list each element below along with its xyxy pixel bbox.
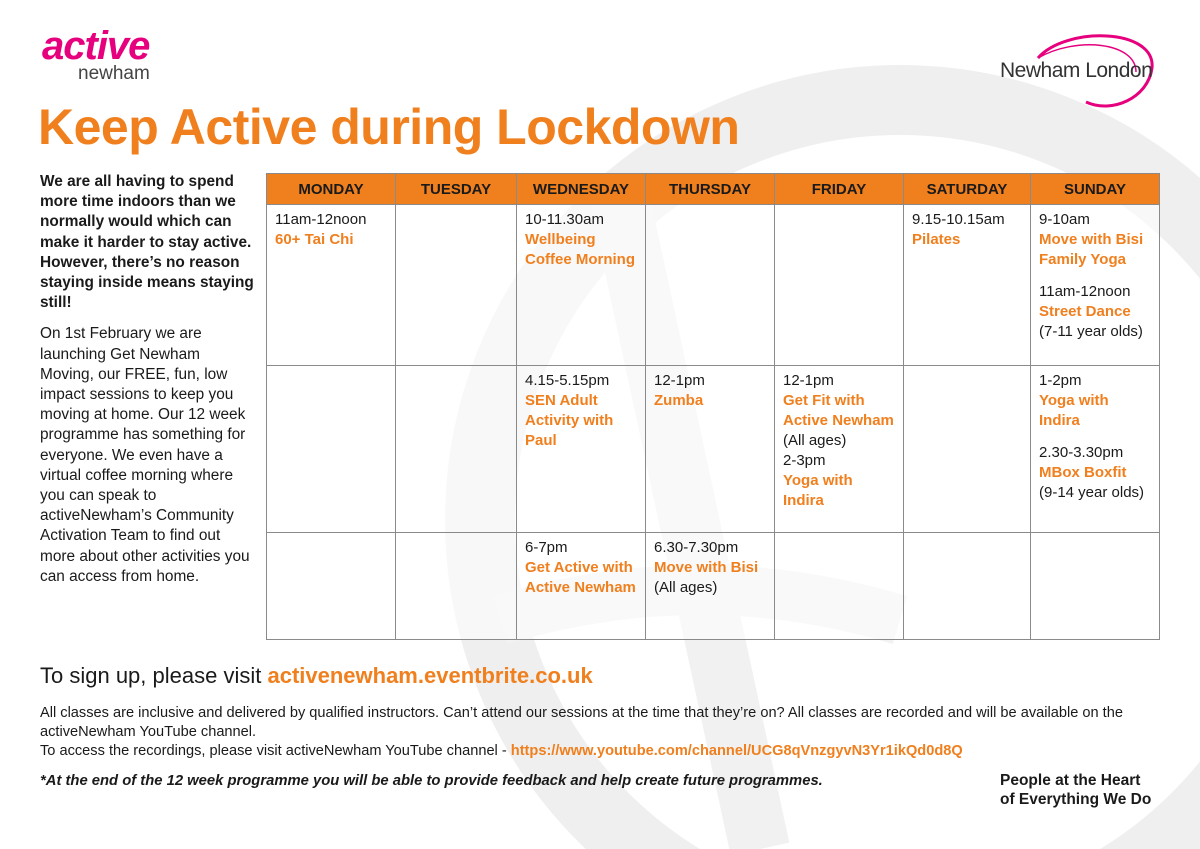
intro-paragraph-1: We are all having to spend more time indoors than we normally would which can make it harder to stay active. However, there’s no reason staying inside means staying still!	[40, 173, 254, 312]
active-logo-sub: newham	[78, 63, 150, 84]
cell-sat-1	[904, 205, 1031, 366]
cell-sun-2	[1031, 366, 1160, 533]
active-logo-word: active	[42, 24, 150, 68]
session-activity: Yoga with Indira	[783, 472, 853, 509]
session-time: 2-3pm	[783, 452, 826, 469]
session	[525, 538, 639, 598]
intro-text	[40, 172, 255, 598]
session	[1039, 282, 1153, 342]
youtube-link[interactable]: https://www.youtube.com/channel/UCG8qVnzgyvN3Yr1ikQd0d8Q	[510, 743, 963, 759]
timetable	[266, 173, 1160, 640]
session-note: (9-14 year olds)	[1039, 484, 1145, 501]
session	[912, 210, 1024, 250]
cell-fri-3	[775, 533, 904, 640]
session-activity: 60+ Tai Chi	[275, 231, 354, 248]
active-newham-logo	[42, 24, 150, 84]
session-time: 10-11.30am	[525, 211, 604, 228]
session-activity: Get Fit with Active Newham	[783, 392, 894, 429]
session-activity: MBox Boxfit	[1039, 464, 1127, 481]
table-row	[267, 205, 1160, 366]
header-sunday: SUNDAY	[1031, 174, 1160, 205]
session	[525, 371, 639, 451]
cell-mon-2	[267, 366, 396, 533]
session	[525, 210, 639, 270]
cell-mon-3	[267, 533, 396, 640]
newham-london-logo	[986, 32, 1176, 122]
session-activity: Move with Bisi Family Yoga	[1039, 231, 1144, 268]
info-line-2-prefix: To access the recordings, please visit activeNewham YouTube channel -	[40, 743, 511, 759]
timetable-header-row	[267, 174, 1160, 205]
session-activity: Move with Bisi	[654, 559, 759, 576]
cell-mon-1	[267, 205, 396, 366]
page-title: Keep Active during Lockdown	[38, 99, 740, 155]
info-line-2	[40, 742, 1170, 761]
header-tuesday: TUESDAY	[396, 174, 517, 205]
header-thursday: THURSDAY	[646, 174, 775, 205]
header-monday: MONDAY	[267, 174, 396, 205]
table-row	[267, 366, 1160, 533]
session	[654, 371, 768, 411]
session-time: 2.30-3.30pm	[1039, 444, 1124, 461]
strapline-line-1: People at the Heart	[1000, 772, 1141, 789]
cell-thu-1	[646, 205, 775, 366]
session-activity: Zumba	[654, 392, 704, 409]
session-activity: Get Active with Active Newham	[525, 559, 636, 596]
table-row	[267, 533, 1160, 640]
cell-fri-1	[775, 205, 904, 366]
session-note: (All ages)	[654, 579, 718, 596]
intro-paragraph-2: On 1st February we are launching Get Newham Moving, our FREE, fun, low impact sessions to keep you moving at home. Our 12 week programme has something for everyone. We even have a virtual coffee morning where you can speak to activeNewham’s Community Activation Team to find out more about other activities you can access from home.	[40, 325, 250, 585]
session-activity: Pilates	[912, 231, 961, 248]
session-note: (All ages)	[783, 432, 847, 449]
cell-thu-3	[646, 533, 775, 640]
info-text	[40, 704, 1170, 761]
signup-prefix: To sign up, please visit	[40, 663, 268, 688]
header-saturday: SATURDAY	[904, 174, 1031, 205]
session-time: 6.30-7.30pm	[654, 539, 739, 556]
session	[1039, 371, 1153, 431]
session	[783, 371, 897, 451]
cell-sun-3	[1031, 533, 1160, 640]
cell-wed-1	[517, 205, 646, 366]
session-activity: Street Dance	[1039, 303, 1131, 320]
header-wednesday: WEDNESDAY	[517, 174, 646, 205]
session	[1039, 210, 1153, 270]
header-friday: FRIDAY	[775, 174, 904, 205]
session-time: 12-1pm	[783, 372, 834, 389]
session	[1039, 443, 1153, 503]
cell-sat-2	[904, 366, 1031, 533]
info-line-1: All classes are inclusive and delivered by qualified instructors. Can’t attend our sessions at the time that they’re on? All classes are recorded and will be available on the activeNewham YouTube channel.	[40, 705, 1123, 740]
session	[783, 451, 897, 511]
session-time: 1-2pm	[1039, 372, 1082, 389]
session-time: 11am-12noon	[275, 211, 367, 228]
session-activity: Wellbeing Coffee Morning	[525, 231, 635, 268]
signup-line	[40, 663, 593, 689]
session-activity: SEN Adult Activity with Paul	[525, 392, 614, 449]
strapline	[1000, 771, 1151, 809]
session-time: 12-1pm	[654, 372, 705, 389]
cell-thu-2	[646, 366, 775, 533]
session	[654, 538, 768, 598]
session	[275, 210, 389, 250]
cell-tue-3	[396, 533, 517, 640]
session-time: 9.15-10.15am	[912, 211, 1005, 228]
strapline-line-2: of Everything We Do	[1000, 791, 1152, 808]
footnote: *At the end of the 12 week programme you will be able to provide feedback and help create future programmes.	[40, 773, 823, 789]
cell-tue-1	[396, 205, 517, 366]
cell-wed-2	[517, 366, 646, 533]
council-logo-text: Newham London	[1000, 59, 1153, 82]
cell-wed-3	[517, 533, 646, 640]
session-time: 4.15-5.15pm	[525, 372, 610, 389]
cell-sat-3	[904, 533, 1031, 640]
session-activity: Yoga with Indira	[1039, 392, 1109, 429]
cell-tue-2	[396, 366, 517, 533]
session-time: 11am-12noon	[1039, 283, 1131, 300]
signup-link[interactable]: activenewham.eventbrite.co.uk	[267, 663, 593, 688]
session-time: 6-7pm	[525, 539, 568, 556]
session-time: 9-10am	[1039, 211, 1090, 228]
session-note: (7-11 year olds)	[1039, 323, 1143, 340]
cell-sun-1	[1031, 205, 1160, 366]
cell-fri-2	[775, 366, 904, 533]
